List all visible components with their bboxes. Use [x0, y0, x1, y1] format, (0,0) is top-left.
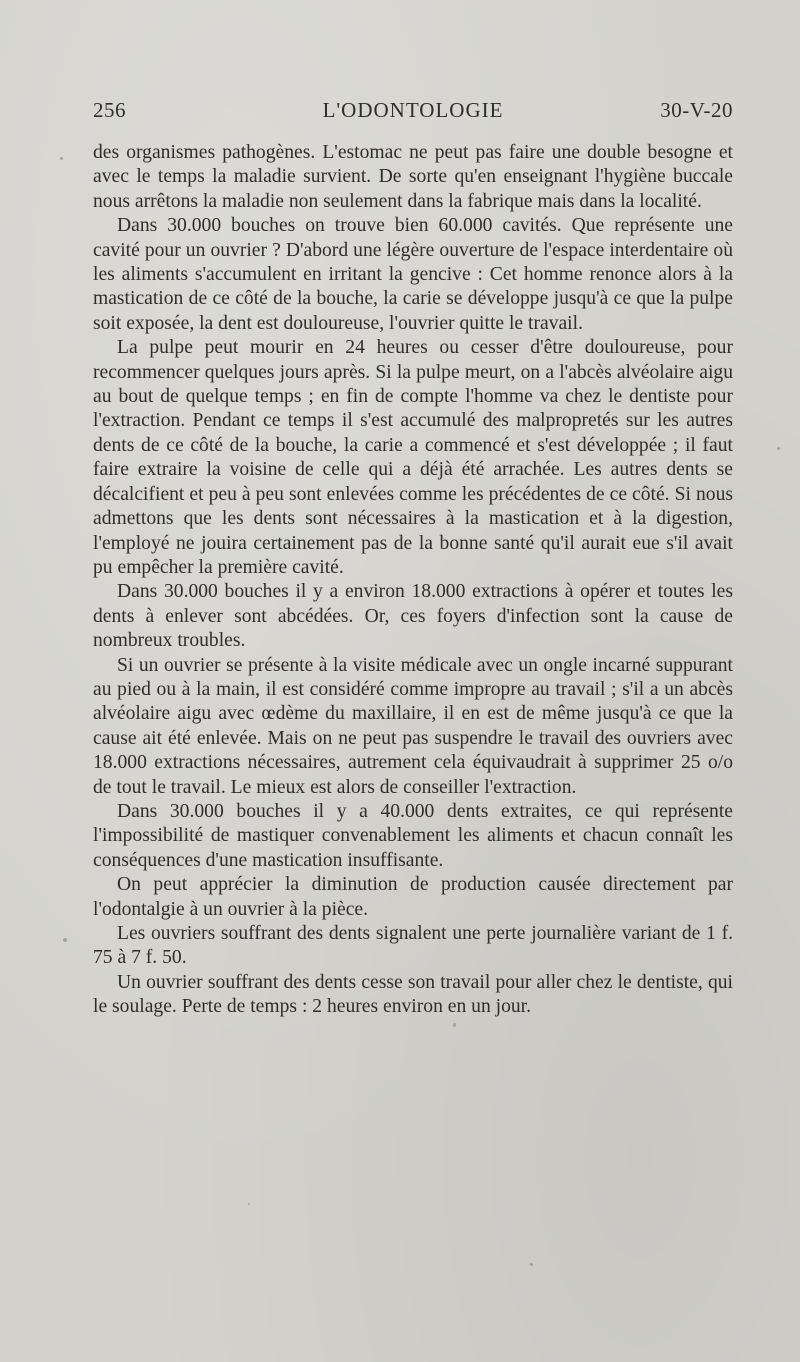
paper-speck [60, 157, 63, 160]
page-number: 256 [93, 98, 126, 122]
paper-speck [777, 447, 780, 450]
paragraph: Si un ouvrier se présente à la visite médicale avec un ongle incarné suppurant au pied ou à la main, il est considéré comme impropre au travail ; s'il a un abcès alvéolaire aigu avec œdème du maxillaire, il en est de même jusqu'à ce que la cause ait été enlevée. Mais on ne peut pas suspendre le travail des ouvriers avec 18.000 extractions nécessaires, autrement cela équivaudrait à supprimer 25 o/o de tout le travail. Le mieux est alors de conseiller l'extraction. [93, 654, 733, 798]
body-text [93, 141, 733, 1020]
paragraph: Dans 30.000 bouches on trouve bien 60.000 cavités. Que représente une cavité pour un ouvrier ? D'abord une légère ouverture de l'espace interdentaire où les aliments s'accumulent en irritant la gencive : Cet homme renonce alors à la mastication de ce côté de la bouche, la carie se développe jusqu'à ce que la pulpe soit exposée, la dent est douloureuse, l'ouvrier quitte le travail. [93, 215, 733, 334]
paper-speck [453, 1023, 456, 1027]
issue-date: 30-V-20 [660, 98, 733, 122]
paragraph: La pulpe peut mourir en 24 heures ou cesser d'être douloureuse, pour recommencer quelques jours après. Si la pulpe meurt, on a l'abcès alvéolaire aigu au bout de quelque temps ; en fin de compte l'homme va chez le dentiste pour l'extraction. Pendant ce temps il s'est accumulé des malpropretés sur les autres dents de ce côté de la bouche, la carie a commencé et s'est développée ; il faut faire extraire la voisine de celle qui a déjà été arrachée. Les autres dents se décalcifient et peu à peu sont enlevées comme les précédentes de ce côté. Si nous admettons que les dents sont nécessaires à la mastication et à la digestion, l'employé ne jouira certainement pas de la bonne santé qu'il aurait eue s'il avait pu empêcher la première cavité. [93, 337, 733, 578]
paragraph: Les ouvriers souffrant des dents signalent une perte journalière variant de 1 f. 75 à 7 f. 50. [93, 923, 733, 969]
running-head [93, 98, 733, 128]
paragraph: Dans 30.000 bouches il y a environ 18.000 extractions à opérer et toutes les dents à enlever sont abcédées. Or, ces foyers d'infection sont la cause de nombreux troubles. [93, 581, 733, 652]
paragraph: Dans 30.000 bouches il y a 40.000 dents extraites, ce qui représente l'impossibilité de mastiquer convenablement les aliments et chacun connaît les conséquences d'une mastication insuffisante. [93, 800, 733, 871]
paper-speck [248, 1203, 250, 1205]
paper-speck [63, 938, 67, 942]
journal-title: L'ODONTOLOGIE [322, 98, 504, 122]
paragraph: des organismes pathogènes. L'estomac ne peut pas faire une double besogne et avec le temps la maladie survient. De sorte qu'en enseignant l'hygiène buccale nous arrêtons la maladie non seulement dans la fabrique mais dans la localité. [93, 142, 733, 212]
paper-speck [530, 1263, 533, 1266]
paragraph: On peut apprécier la diminution de production causée directement par l'odontalgie à un ouvrier à la pièce. [93, 874, 733, 920]
paragraph: Un ouvrier souffrant des dents cesse son travail pour aller chez le dentiste, qui le soulage. Perte de temps : 2 heures environ en un jour. [93, 971, 733, 1018]
